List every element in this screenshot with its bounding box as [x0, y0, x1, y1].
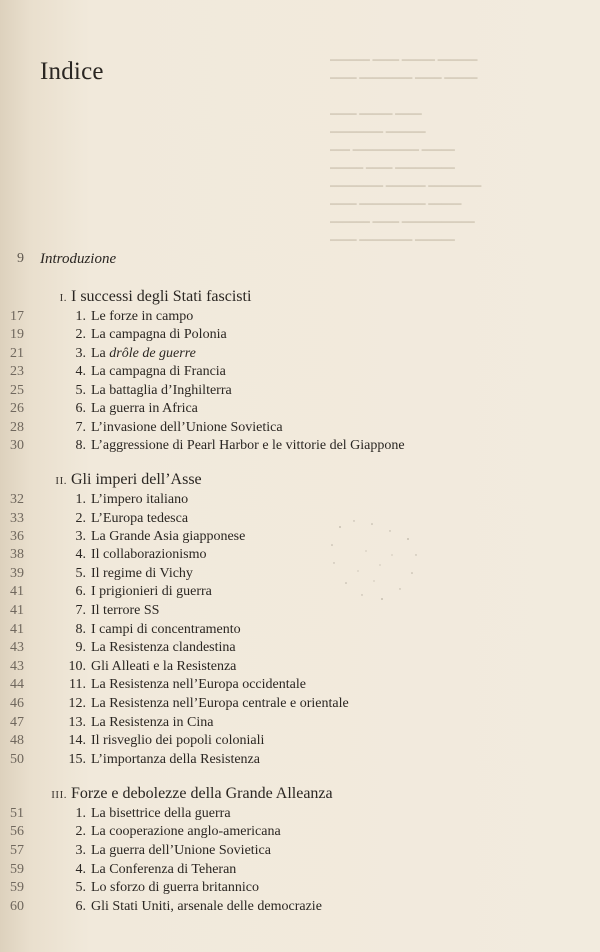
entry-title: La Conferenza di Teheran [91, 862, 237, 877]
entry-title-italic: drôle de guerre [109, 346, 196, 361]
entry-page: 26 [10, 401, 24, 416]
chapter-heading-2[interactable] [0, 471, 600, 493]
toc-entry[interactable] [0, 843, 600, 862]
entry-number: 7. [75, 420, 86, 435]
toc-entry[interactable] [0, 547, 600, 566]
toc-entry[interactable] [0, 401, 600, 420]
chapter-title: Forze e debolezze della Grande Alleanza [71, 785, 333, 802]
entry-number: 11. [69, 677, 86, 692]
entry-title: Le forze in campo [91, 309, 194, 324]
entry-number: 9. [75, 640, 86, 655]
entry-page: 38 [10, 547, 24, 562]
chapter-numeral: III. [51, 789, 67, 801]
entry-page: 46 [10, 696, 24, 711]
entry-title: La guerra dell’Unione Sovietica [91, 843, 271, 858]
toc-entry[interactable] [0, 640, 600, 659]
page-title: Indice [40, 58, 104, 85]
entry-title [91, 346, 196, 362]
toc-entry[interactable] [0, 584, 600, 603]
entry-page: 41 [10, 603, 24, 618]
entry-page: 43 [10, 640, 24, 655]
toc-entry[interactable] [0, 899, 600, 918]
entry-page: 30 [10, 438, 24, 453]
toc-entry[interactable] [0, 677, 600, 696]
entry-number: 2. [75, 327, 86, 342]
entry-title: L’impero italiano [91, 492, 189, 507]
entry-page: 59 [10, 862, 24, 877]
toc-entry[interactable] [0, 824, 600, 843]
toc-entry[interactable] [0, 309, 600, 328]
introduction-page: 9 [17, 251, 24, 266]
entry-number: 4. [75, 364, 86, 379]
entry-number: 6. [75, 401, 86, 416]
entry-page: 48 [10, 733, 24, 748]
entry-page: 44 [10, 677, 24, 692]
entry-title: La campagna di Francia [91, 364, 226, 379]
toc-entry[interactable] [0, 862, 600, 881]
chapter-heading-1[interactable] [0, 288, 600, 310]
entry-number: 4. [75, 862, 86, 877]
toc-entry[interactable] [0, 733, 600, 752]
entry-number: 12. [68, 696, 86, 711]
toc-entry[interactable] [0, 383, 600, 402]
entry-title: L’Europa tedesca [91, 511, 189, 526]
toc-entry[interactable] [0, 659, 600, 678]
entry-page: 57 [10, 843, 24, 858]
entry-page: 33 [10, 511, 24, 526]
entry-number: 2. [75, 824, 86, 839]
toc-entry[interactable] [0, 346, 600, 365]
entry-title: La Grande Asia giapponese [91, 529, 246, 544]
chapter-numeral: I. [59, 292, 67, 304]
toc-entry[interactable] [0, 622, 600, 641]
toc-entry[interactable] [0, 566, 600, 585]
entry-title: La Resistenza nell’Europa occidentale [91, 677, 306, 692]
entry-number: 5. [75, 880, 86, 895]
entry-number: 1. [75, 806, 86, 821]
entry-title: Gli Alleati e la Resistenza [91, 659, 237, 674]
entry-page: 25 [10, 383, 24, 398]
entry-title: La cooperazione anglo-americana [91, 824, 281, 839]
entry-page: 23 [10, 364, 24, 379]
entry-title-prefix: La [91, 346, 110, 361]
entry-number: 3. [75, 529, 86, 544]
entry-title: Gli Stati Uniti, arsenale delle democrazie [91, 899, 322, 914]
toc-entry[interactable] [0, 752, 600, 771]
toc-entry[interactable] [0, 880, 600, 899]
entry-page: 17 [10, 309, 24, 324]
bleed-through-texture: ━━━━━━ ━━━━ ━━━━━ ━━━━━━ ━━━━ ━━━━━━━━ ━━━━ ━━━━━ ━━━━ ━━━━━ ━━━━ ━━━━━━━━ ━━━━━━ ━━━ ━━━━━━━━━━ ━━━━━ ━━━━━ ━━━━ ━━━━━━━━━ ━━━━━━━━ ━━━━━━ ━━━━━━━━ ━━━━ ━━━━━━━━━━ ━━━━━ ━━━━━━ ━━━━ ━━━━━━━━━━━ ━━━━ ━━━━━━━━ ━━━━━━ [330, 55, 482, 247]
toc-entry[interactable] [0, 327, 600, 346]
entry-number: 1. [75, 309, 86, 324]
entry-page: 36 [10, 529, 24, 544]
entry-title: Il risveglio dei popoli coloniali [91, 733, 265, 748]
entry-title: La campagna di Polonia [91, 327, 227, 342]
entry-title: Lo sforzo di guerra britannico [91, 880, 259, 895]
entry-page: 50 [10, 752, 24, 767]
entry-page: 32 [10, 492, 24, 507]
entry-number: 7. [75, 603, 86, 618]
entry-page: 41 [10, 622, 24, 637]
entry-title: La battaglia d’Inghilterra [91, 383, 232, 398]
introduction-label: Introduzione [40, 251, 117, 267]
entry-number: 6. [75, 899, 86, 914]
entry-page: 59 [10, 880, 24, 895]
entry-page: 43 [10, 659, 24, 674]
entry-page: 39 [10, 566, 24, 581]
entry-title: La Resistenza clandestina [91, 640, 236, 655]
entry-number: 15. [68, 752, 86, 767]
entry-page: 41 [10, 584, 24, 599]
chapter-heading-3[interactable] [0, 785, 600, 807]
toc-entry[interactable] [0, 420, 600, 439]
entry-number: 14. [68, 733, 86, 748]
introduction-entry[interactable] [0, 251, 600, 273]
entry-title: L’aggressione di Pearl Harbor e le vittorie del Giappone [91, 438, 405, 453]
entry-page: 28 [10, 420, 24, 435]
entry-title: Il terrore SS [91, 603, 160, 618]
entry-title: L’invasione dell’Unione Sovietica [91, 420, 283, 435]
entry-number: 10. [68, 659, 86, 674]
toc-entry[interactable] [0, 715, 600, 734]
chapter-title: I successi degli Stati fascisti [71, 288, 252, 305]
entry-number: 6. [75, 584, 86, 599]
entry-number: 5. [75, 566, 86, 581]
entry-page: 21 [10, 346, 24, 361]
chapter-title: Gli imperi dell’Asse [71, 471, 202, 488]
toc-entry[interactable] [0, 696, 600, 715]
entry-page: 47 [10, 715, 24, 730]
entry-page: 51 [10, 806, 24, 821]
entry-number: 8. [75, 438, 86, 453]
entry-title: I prigionieri di guerra [91, 584, 212, 599]
entry-page: 60 [10, 899, 24, 914]
entry-title: La Resistenza nell’Europa centrale e orientale [91, 696, 349, 711]
toc-entry[interactable] [0, 511, 600, 530]
toc-entry[interactable] [0, 603, 600, 622]
entry-title: Il regime di Vichy [91, 566, 193, 581]
entry-page: 19 [10, 327, 24, 342]
entry-number: 2. [75, 511, 86, 526]
entry-number: 8. [75, 622, 86, 637]
entry-title: La bisettrice della guerra [91, 806, 231, 821]
entry-number: 1. [75, 492, 86, 507]
entry-title: Il collaborazionismo [91, 547, 207, 562]
toc-entry[interactable] [0, 529, 600, 548]
entry-number: 3. [75, 843, 86, 858]
chapter-numeral: II. [55, 475, 67, 487]
entry-number: 3. [75, 346, 86, 361]
paper-stain-specks [320, 515, 430, 610]
entry-title: La guerra in Africa [91, 401, 198, 416]
entry-page: 56 [10, 824, 24, 839]
entry-title: La Resistenza in Cina [91, 715, 214, 730]
entry-title: L’importanza della Resistenza [91, 752, 260, 767]
toc-entry[interactable] [0, 806, 600, 825]
toc-entry[interactable] [0, 438, 600, 457]
entry-title: I campi di concentramento [91, 622, 241, 637]
toc-entry[interactable] [0, 364, 600, 383]
entry-number: 4. [75, 547, 86, 562]
entry-number: 5. [75, 383, 86, 398]
entry-number: 13. [68, 715, 86, 730]
toc-entry[interactable] [0, 492, 600, 511]
